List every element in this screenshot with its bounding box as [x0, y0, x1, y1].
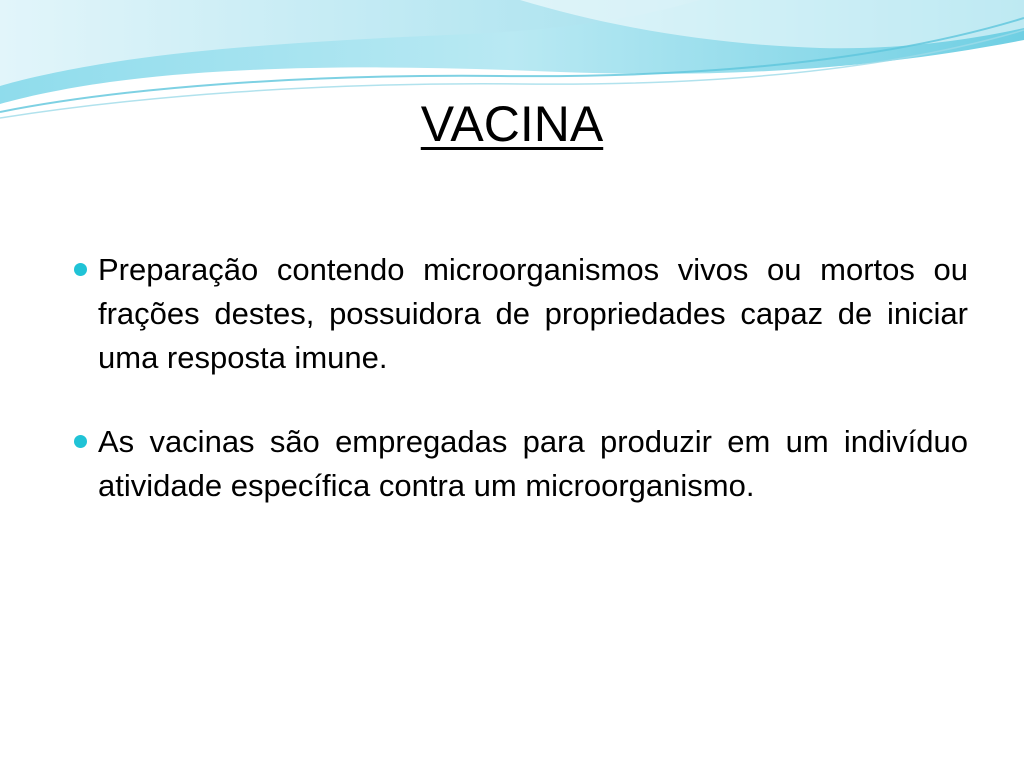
bullet-text: Preparação contendo microorganismos vivos ou mortos ou frações destes, possuidora de propriedades capaz de iniciar uma resposta imune. [98, 252, 968, 375]
slide-title [0, 96, 1024, 154]
slide-title-text: VACINA [420, 96, 604, 152]
bullet-dot-icon [74, 263, 87, 276]
bullet-item [72, 248, 968, 380]
bullet-dot-icon [74, 435, 87, 448]
bullet-list [72, 248, 968, 548]
bullet-text: As vacinas são empregadas para produzir em um indivíduo atividade específica contra um microorganismo. [98, 424, 968, 503]
bullet-item [72, 420, 968, 508]
